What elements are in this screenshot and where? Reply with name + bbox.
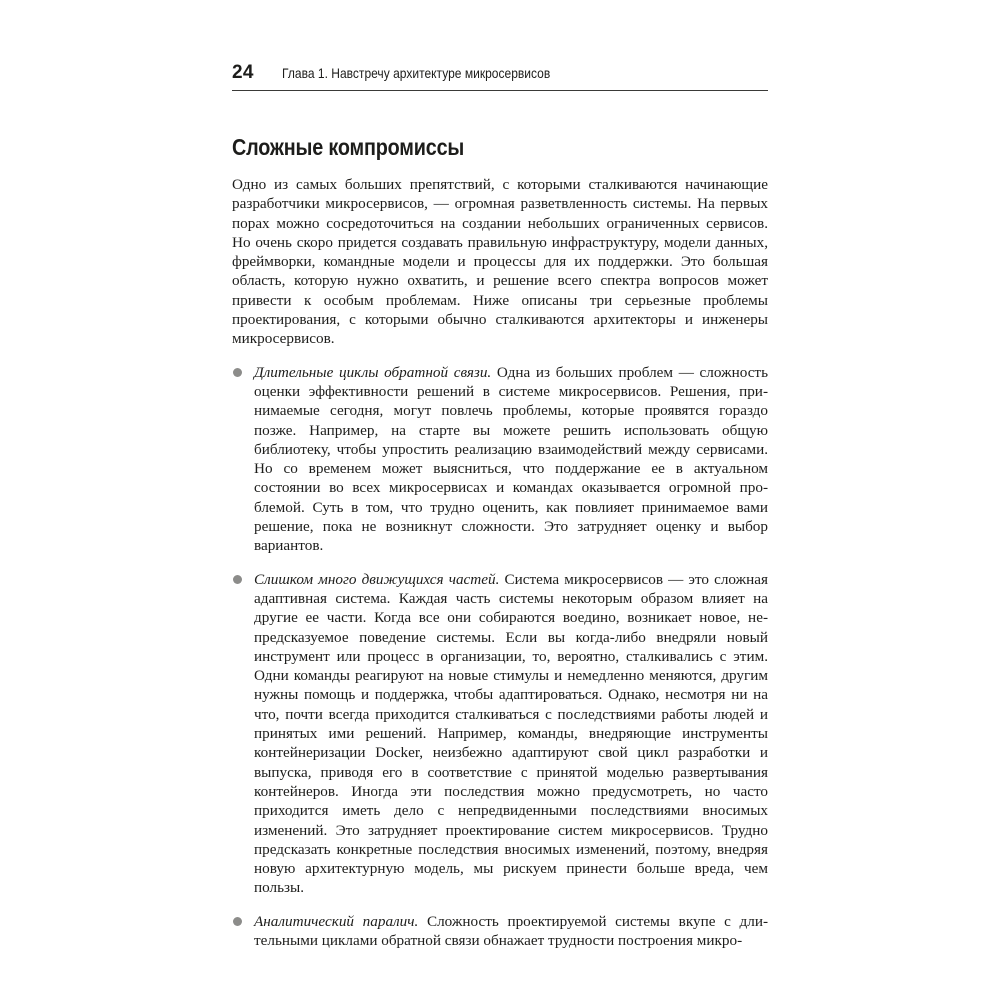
- list-item-body: [254, 570, 768, 898]
- intro-paragraph: Одно из самых больших препятствий, с которыми сталкиваются начинающие разработчики микросервисов, — огромная разветвленность системы. На первых порах можно сосредоточиться на создании небольших ограниченных сервисов. Но очень скоро придется создавать правильную инфраструктуру, модели данных, фреймворки, командные модели и процессы для их поддержки. Это большая область, которую нужно охватить, и решение всего спектра вопросов может привести к особым проблемам. Ниже описаны три серьезные проблемы проектирования, с которыми обычно сталкиваются архитекторы и инженеры микросервисов.: [232, 176, 768, 348]
- page-number: 24: [232, 62, 254, 83]
- section-title: Сложные компромиссы: [232, 134, 465, 160]
- chapter-running-title: Глава 1. Навстречу архитектуре микросервисов: [282, 65, 551, 81]
- bullet-icon: [233, 368, 242, 377]
- list-item-text: Сложность проектируемой системы вкупе с длительными циклами обратной связи обнажает трудности построения микро-: [254, 912, 769, 949]
- running-head: [232, 62, 768, 91]
- list-item-term: Аналитический паралич.: [254, 912, 419, 930]
- list-item: [232, 912, 768, 951]
- bullet-icon: [233, 917, 242, 926]
- list-item-text: Одна из больших проблем — сложность оценки эффективности решений в системе микросервисов. Решения, принимаемые сегодня, могут повлечь проблемы, которые проявятся гораздо позже. Например, на старте вы можете решить использовать общую библиотеку, чтобы упростить реализацию взаимодействий между сервисами. Но со временем может выясниться, что поддержание ее в актуальном состоянии во всех микросервисах и командах оказывается огромной проблемой. Суть в том, что трудно оценить, как повлияет принимаемое вами решение, пока не возникнут сложности. Это затрудняет оценку и выбор вариантов.: [254, 363, 768, 555]
- list-item-term: Длительные циклы обратной связи.: [254, 363, 492, 381]
- list-item: [232, 363, 768, 556]
- list-item: [232, 570, 768, 898]
- list-item-term: Слишком много движущихся частей.: [254, 570, 500, 588]
- bullet-list: [232, 363, 768, 951]
- list-item-body: [254, 912, 768, 951]
- list-item-text: Система микросервисов — это сложная адаптивная система. Каждая часть системы некоторым образом влияет на другие ее части. Когда все они собираются воедино, возникает новое, непредсказуемое поведение системы. Если вы когда-либо внедряли новый инструмент или процесс в организации, то, вероятно, сталкивались с этим. Одни команды реагируют на новые стимулы и немедленно меняются, другим нужны помощь и поддержка, чтобы адаптироваться. Однако, несмотря ни на что, почти всегда приходится сталкиваться с последствиями работы людей и принятых ими решений. Например, команды, внедряющие инструменты контейнеризации Docker, неизбежно адаптируют свой цикл разработки и выпуска, приводя его в соответствие с принятой моделью развертывания контейнеров. Иногда эти последствия можно предусмотреть, но часто приходится иметь дело с непредвиденными последствиями вносимых изменений. Это затрудняет проектирование систем микросервисов. Трудно предсказать конкретные последствия вносимых изменений, поэтому, внедряя новую архитектурную модель, мы рискуем принести больше вреда, чем пользы.: [254, 570, 768, 897]
- bullet-icon: [233, 575, 242, 584]
- book-page: [232, 62, 768, 964]
- list-item-body: [254, 363, 768, 556]
